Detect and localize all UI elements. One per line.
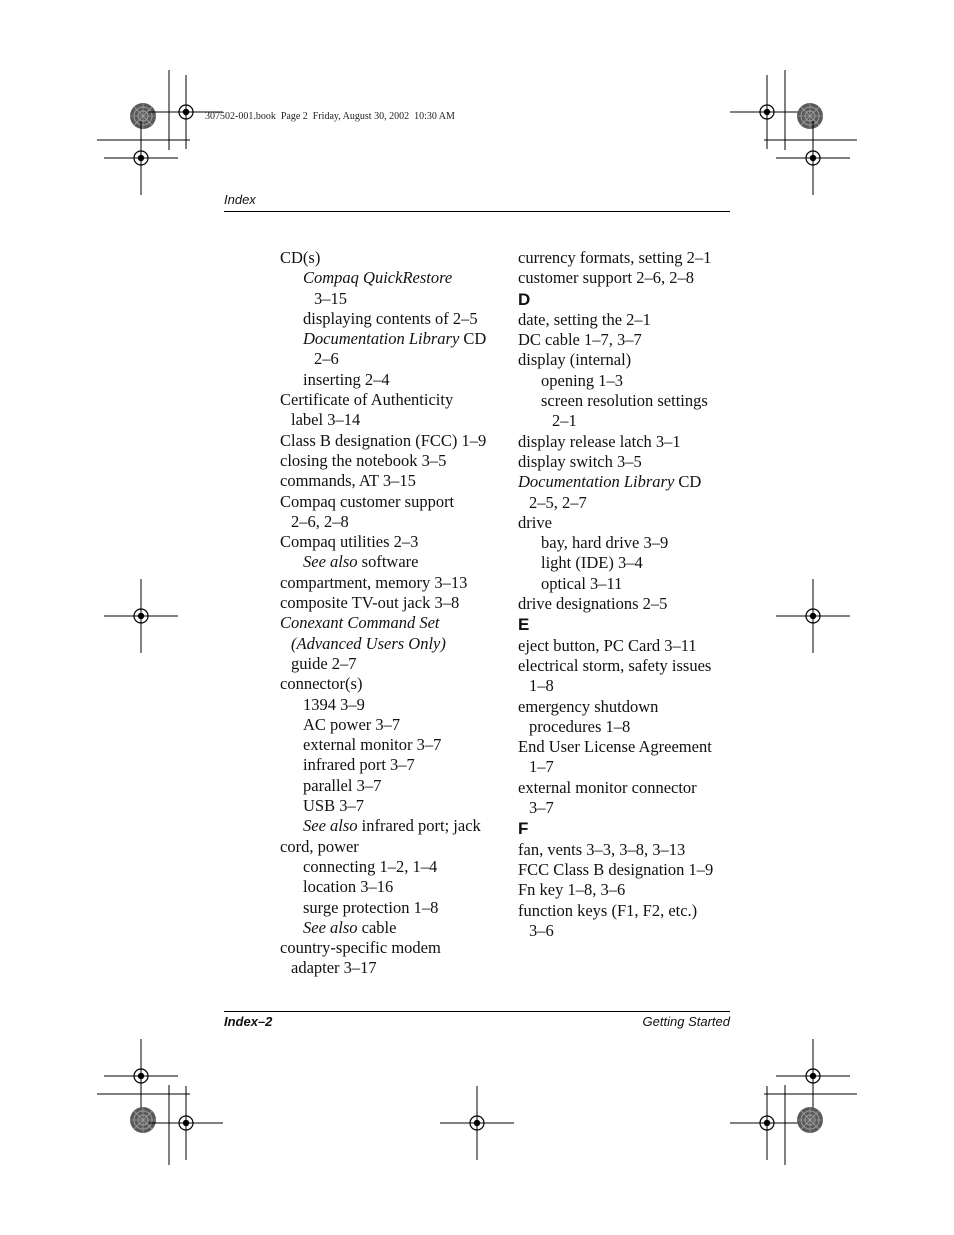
- index-subentry: 3–7: [529, 798, 554, 818]
- index-subentry: displaying contents of 2–5: [303, 308, 478, 328]
- index-entry-text: CD: [674, 472, 702, 492]
- running-header: Index: [224, 192, 256, 207]
- page-number: Index–2: [224, 1014, 273, 1029]
- index-subentry: surge protection 1–8: [303, 897, 439, 917]
- index-entry-italic: Compaq QuickRestore: [303, 268, 453, 288]
- index-subentry: [280, 634, 505, 654]
- index-section-letter: F: [518, 819, 529, 839]
- index-subentry: 2–5, 2–7: [529, 492, 587, 512]
- index-entry: End User License Agreement: [518, 737, 712, 757]
- index-subentry: connecting 1–2, 1–4: [303, 856, 438, 876]
- index-subentry: [280, 329, 505, 349]
- index-subentry: 1394 3–9: [303, 694, 365, 714]
- index-entry: [280, 613, 505, 633]
- index-subentry: location 3–16: [303, 877, 394, 897]
- index-entry-italic: Documentation Library: [518, 472, 675, 492]
- index-subentry: inserting 2–4: [303, 369, 390, 389]
- index-section-letter: E: [518, 615, 530, 635]
- index-subentry: 3–6: [529, 920, 554, 940]
- index-subentry: 2–6, 2–8: [291, 511, 349, 531]
- index-entry: drive designations 2–5: [518, 594, 668, 614]
- index-entry: country-specific modem: [280, 938, 441, 958]
- index-entry: closing the notebook 3–5: [280, 450, 447, 470]
- print-slug: 307502-001.book Page 2 Friday, August 30, 2002 10:30 AM: [205, 111, 455, 122]
- index-entry-text: cable: [357, 917, 397, 937]
- index-entry: Certificate of Authenticity: [280, 390, 454, 410]
- index-subentry: [280, 552, 505, 572]
- header-rule: [224, 211, 730, 212]
- index-entry: Compaq customer support: [280, 491, 455, 511]
- index-entry: Compaq utilities 2–3: [280, 532, 419, 552]
- index-entry: eject button, PC Card 3–11: [518, 635, 697, 655]
- index-entry-italic: See also: [303, 816, 358, 836]
- index-entry: emergency shutdown: [518, 696, 659, 716]
- index-entry-italic: (Advanced Users Only): [291, 633, 446, 653]
- index-entry: currency formats, setting 2–1: [518, 248, 712, 267]
- index-subentry: optical 3–11: [541, 573, 623, 593]
- index-subentry: [280, 268, 505, 288]
- index-subentry: [280, 816, 505, 836]
- index-subentry: parallel 3–7: [303, 775, 382, 795]
- index-entry: fan, vents 3–3, 3–8, 3–13: [518, 839, 686, 859]
- footer-rule: [224, 1011, 730, 1012]
- index-subentry: 2–6: [314, 349, 339, 369]
- index-subentry: guide 2–7: [291, 653, 357, 673]
- index-entry: Class B designation (FCC) 1–9: [280, 430, 487, 450]
- index-subentry: external monitor 3–7: [303, 735, 442, 755]
- index-entry: drive: [518, 512, 552, 532]
- index-entry: date, setting the 2–1: [518, 309, 651, 329]
- index-entry: compartment, memory 3–13: [280, 572, 468, 592]
- index-subentry: 1–7: [529, 757, 554, 777]
- index-entry: display (internal): [518, 350, 632, 370]
- book-title: Getting Started: [642, 1014, 730, 1029]
- index-entry: function keys (F1, F2, etc.): [518, 900, 698, 920]
- index-entry: display release latch 3–1: [518, 431, 681, 451]
- index-subentry: USB 3–7: [303, 796, 364, 816]
- index-subentry: bay, hard drive 3–9: [541, 533, 669, 553]
- index-entry-italic: See also: [303, 552, 358, 572]
- index-entry-italic: See also: [303, 917, 358, 937]
- index-entry: display switch 3–5: [518, 451, 642, 471]
- index-entry: CD(s): [280, 248, 321, 267]
- index-subentry: [280, 918, 505, 938]
- index-entry: external monitor connector: [518, 777, 697, 797]
- index-column-right: [518, 248, 733, 941]
- index-entry: commands, AT 3–15: [280, 471, 416, 491]
- index-entry: electrical storm, safety issues: [518, 655, 712, 675]
- index-entry: Fn key 1–8, 3–6: [518, 880, 626, 900]
- index-entry-text: CD: [459, 329, 487, 349]
- index-subentry: opening 1–3: [541, 370, 624, 390]
- index-entry: [518, 472, 733, 492]
- index-entry-text: software: [357, 552, 419, 572]
- index-entry-text: infrared port; jack: [357, 816, 481, 836]
- index-subentry: adapter 3–17: [291, 958, 377, 978]
- index-subentry: procedures 1–8: [529, 716, 631, 736]
- index-subentry: 1–8: [529, 676, 554, 696]
- index-entry: FCC Class B designation 1–9: [518, 859, 714, 879]
- index-section-letter: D: [518, 289, 531, 309]
- index-subentry: label 3–14: [291, 410, 361, 430]
- index-subentry: 3–15: [314, 288, 347, 308]
- index-entry-italic: Conexant Command Set: [280, 613, 440, 633]
- index-entry: DC cable 1–7, 3–7: [518, 330, 642, 350]
- index-entry: composite TV-out jack 3–8: [280, 593, 460, 613]
- index-subentry: infrared port 3–7: [303, 755, 415, 775]
- index-entry: customer support 2–6, 2–8: [518, 268, 694, 288]
- index-entry: connector(s): [280, 674, 363, 694]
- index-column-left: [280, 248, 505, 979]
- index-subentry: AC power 3–7: [303, 714, 401, 734]
- index-entry: cord, power: [280, 836, 359, 856]
- index-subentry: 2–1: [552, 411, 577, 431]
- index-entry-italic: Documentation Library: [303, 329, 460, 349]
- index-subentry: light (IDE) 3–4: [541, 553, 643, 573]
- index-subentry: screen resolution settings: [541, 391, 708, 411]
